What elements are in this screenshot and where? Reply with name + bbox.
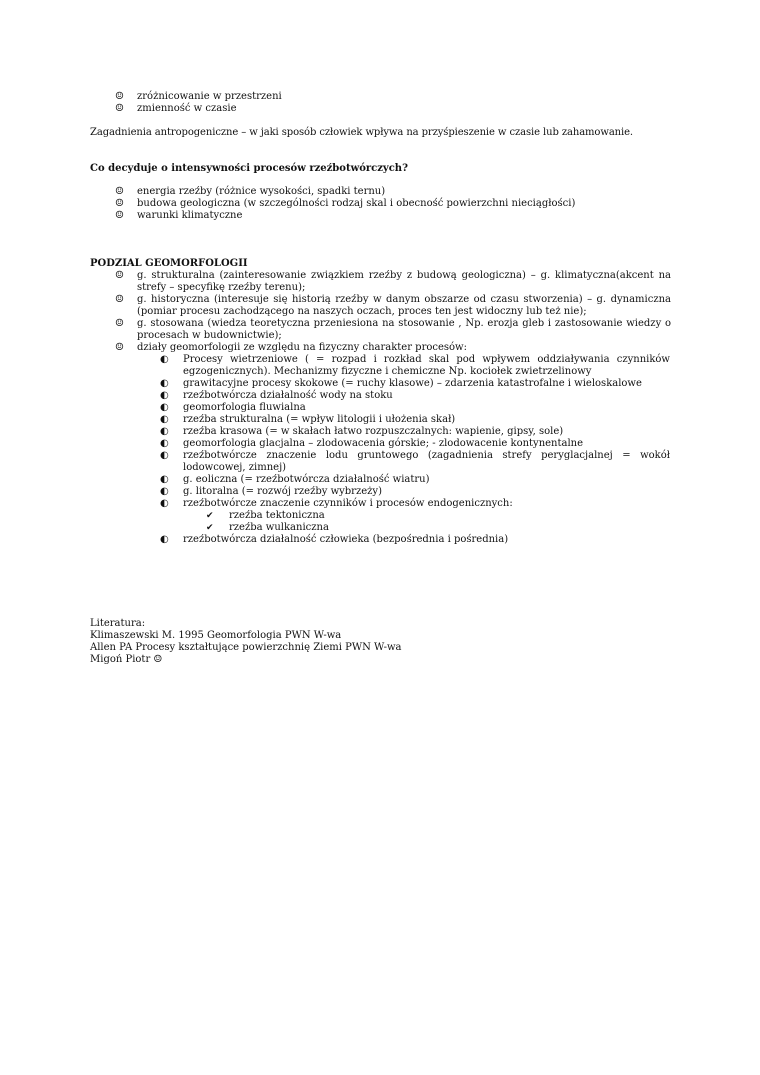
smiley-icon: ☺ xyxy=(115,210,124,221)
list-item xyxy=(115,294,671,318)
sub-list-item-text: rzeźba strukturalna (= wpływ litologii i ułożenia skał) xyxy=(183,414,456,425)
sub-list-item xyxy=(160,486,670,498)
list-item xyxy=(115,270,671,294)
sub-list-item-text: rzeźbotwórcze znaczenie czynników i procesów endogenicznych: xyxy=(183,498,513,509)
list-item xyxy=(115,186,675,198)
sub-list-item-text: g. eoliczna (= rzeźbotwórcza działalność wiatru) xyxy=(183,474,430,485)
division-list xyxy=(115,270,671,354)
sub-list-item-text: rzeźbotwórcza działalność człowieka (bezpośrednia i pośrednia) xyxy=(183,534,509,545)
half-circle-icon: ◐ xyxy=(160,402,169,413)
smiley-icon: ☺ xyxy=(115,342,124,353)
literature-section xyxy=(90,618,590,666)
list-item-text: g. strukturalna (zainteresowanie związkiem rzeźby z budową geologiczna) – g. klimatyczna(akcent na strefy – specyfikę rzeźby terenu); xyxy=(137,270,671,293)
sub-list-item xyxy=(160,450,670,474)
sub-list-item xyxy=(160,402,670,414)
check-list-item xyxy=(160,522,670,534)
check-list-item-text: rzeźba tektoniczna xyxy=(229,510,325,521)
list-item-text: g. historyczna (interesuje się historią rzeźby w danym obszarze od czasu stworzenia) – g. dynamiczna (pomiar procesu zachodzącego na naszych oczach, proces ten jest widoczny lub też nie); xyxy=(137,294,671,317)
smiley-icon: ☺ xyxy=(115,198,124,209)
list-item-text: zróżnicowanie w przestrzeni xyxy=(137,91,282,102)
sub-list-item xyxy=(160,474,670,486)
literature-entry: Migoń Piotr ☺ xyxy=(90,654,163,665)
sub-list-item-text: Procesy wietrzeniowe ( = rozpad i rozkład skal pod wpływem oddziaływania czynników egzogenicznych). Mechanizmy fizyczne i chemiczne Np. kociołek zwietrzelinowy xyxy=(183,354,670,377)
sub-list-item xyxy=(160,498,670,510)
half-circle-icon: ◐ xyxy=(160,486,169,497)
list-item xyxy=(115,342,671,354)
list-item-text: zmienność w czasie xyxy=(137,103,237,114)
smiley-icon: ☺ xyxy=(115,318,124,329)
smiley-icon: ☺ xyxy=(115,294,124,305)
division-heading: PODZIAL GEOMORFOLOGII xyxy=(90,258,248,269)
list-item-text: budowa geologiczna (w szczególności rodzaj skal i obecność powierzchni nieciągłości) xyxy=(137,198,576,209)
intensity-heading: Co decyduje o intensywności procesów rzeźbotwórczych? xyxy=(90,163,408,174)
half-circle-icon: ◐ xyxy=(160,354,169,365)
sub-list-item-text: g. litoralna (= rozwój rzeźby wybrzeży) xyxy=(183,486,382,497)
sub-list-item xyxy=(160,354,670,378)
smiley-icon: ☺ xyxy=(115,186,124,197)
antropogenic-paragraph: Zagadnienia antropogeniczne – w jaki sposób człowiek wpływa na przyśpieszenie w czasie lub zahamowanie. xyxy=(90,127,634,138)
sub-list-item xyxy=(160,414,670,426)
sub-list-item-text: rzeźbotwórcza działalność wody na stoku xyxy=(183,390,393,401)
list-item xyxy=(115,198,675,210)
literature-label: Literatura: xyxy=(90,618,146,629)
sub-list-item-text: rzeźba krasowa (= w skałach łatwo rozpuszczalnych: wapienie, gipsy, sole) xyxy=(183,426,564,437)
half-circle-icon: ◐ xyxy=(160,378,169,389)
sub-list-item xyxy=(160,438,670,450)
half-circle-icon: ◐ xyxy=(160,414,169,425)
sub-list-item xyxy=(160,378,670,390)
literature-entry: Allen PA Procesy kształtujące powierzchnię Ziemi PWN W-wa xyxy=(90,642,402,653)
half-circle-icon: ◐ xyxy=(160,390,169,401)
smiley-icon: ☺ xyxy=(115,91,124,102)
half-circle-icon: ◐ xyxy=(160,426,169,437)
sub-list xyxy=(160,354,670,546)
list-item xyxy=(115,91,435,103)
sub-list-item xyxy=(160,534,670,546)
smiley-icon: ☺ xyxy=(115,103,124,114)
list-item-text: g. stosowana (wiedza teoretyczna przeniesiona na stosowanie , Np. erozja gleb i zastosowanie wiedzy o procesach w budownictwie); xyxy=(137,318,671,341)
list-item-text: warunki klimatyczne xyxy=(137,210,243,221)
half-circle-icon: ◐ xyxy=(160,498,169,509)
list-item xyxy=(115,210,675,222)
half-circle-icon: ◐ xyxy=(160,450,169,461)
top-list xyxy=(115,91,435,115)
sub-list-item xyxy=(160,390,670,402)
sub-list-item-text: grawitacyjne procesy skokowe (= ruchy klasowe) – zdarzenia katastrofalne i wieloskalowe xyxy=(183,378,642,389)
sub-list-item-text: rzeźbotwórcze znaczenie lodu gruntowego (zagadnienia strefy peryglacjalnej = wokół lodowcowej, zimnej) xyxy=(183,450,670,473)
smiley-icon: ☺ xyxy=(115,270,124,281)
list-item-text: energia rzeźby (różnice wysokości, spadki ternu) xyxy=(137,186,386,197)
list-item-text: działy geomorfologii ze względu na fizyczny charakter procesów: xyxy=(137,342,467,353)
list-item xyxy=(115,103,435,115)
half-circle-icon: ◐ xyxy=(160,474,169,485)
check-list-item-text: rzeźba wulkaniczna xyxy=(229,522,329,533)
literature-entry: Klimaszewski M. 1995 Geomorfologia PWN W-wa xyxy=(90,630,342,641)
sub-list-item-text: geomorfologia glacjalna – zlodowacenia górskie; - zlodowacenie kontynentalne xyxy=(183,438,584,449)
half-circle-icon: ◐ xyxy=(160,534,169,545)
sub-list-item-text: geomorfologia fluwialna xyxy=(183,402,306,413)
half-circle-icon: ◐ xyxy=(160,438,169,449)
intensity-list xyxy=(115,186,675,222)
check-list-item xyxy=(160,510,670,522)
sub-list-item xyxy=(160,426,670,438)
check-icon: ✔ xyxy=(206,523,214,533)
check-icon: ✔ xyxy=(206,511,214,521)
list-item xyxy=(115,318,671,342)
